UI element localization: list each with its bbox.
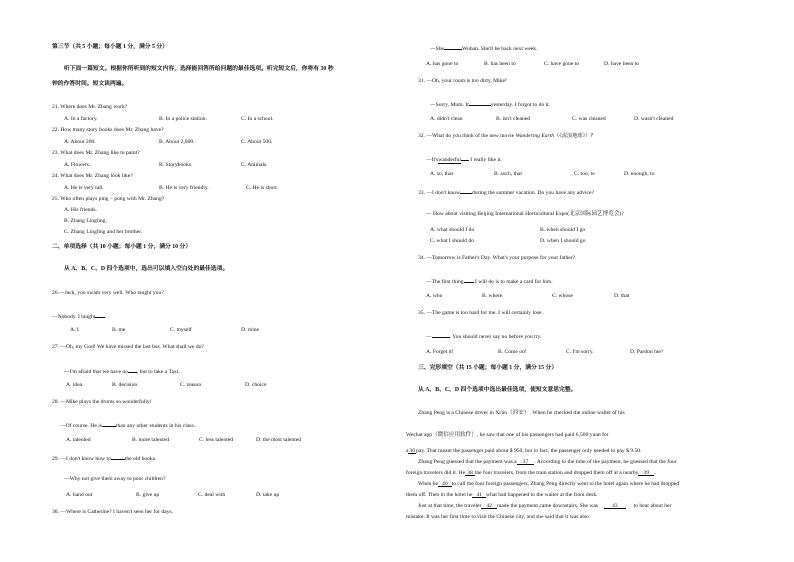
passage-line: foreign travelers did it. He 38 the four travelers, from the train station and dropped them off at a nearby 39 . bbox=[406, 470, 656, 476]
option-22a: A. About 200. bbox=[64, 139, 96, 145]
q32-reply-b: I really like it. bbox=[470, 157, 502, 163]
passage-text: the four travelers, from the train station and dropped them off at a nearby bbox=[474, 470, 639, 476]
section3-instruction-cont: 钟的作答时间。短文读两遍。 bbox=[52, 81, 128, 87]
passage-text: Zhang Peng guessed that the payment was a bbox=[418, 459, 517, 465]
blank bbox=[111, 454, 125, 460]
blank-37: 37 bbox=[517, 459, 535, 465]
q28-reply-a: —Of course. He is bbox=[60, 423, 102, 429]
blank bbox=[461, 155, 469, 161]
option-34d: D. that bbox=[614, 293, 630, 299]
blank bbox=[432, 332, 450, 338]
option-25b: B. Zhang Lingling. bbox=[64, 218, 107, 224]
option-26b: B. me bbox=[112, 327, 126, 333]
q34-reply-a: —The first thing bbox=[426, 279, 464, 285]
q27-reply-a: —I'm afraid that we have no bbox=[64, 369, 128, 375]
passage-text: When he bbox=[418, 481, 439, 487]
question-26: 26.—Jack, you swam very well. Who taught you? bbox=[52, 290, 164, 296]
passage-text: to hear about her bbox=[633, 503, 672, 509]
option-25a: A. His friends. bbox=[64, 207, 97, 213]
question-28-reply bbox=[60, 421, 195, 430]
question-24: 24. What does Mr. Zhang look like? bbox=[52, 173, 133, 179]
question-22: 22. How many story books does Mr. Zhang have? bbox=[52, 127, 164, 133]
q27-reply-b: but to take a Taxi. bbox=[139, 369, 180, 375]
option-28d: D. the most talented bbox=[256, 437, 302, 443]
passage-line bbox=[418, 503, 671, 510]
option-31d: D. wasn't cleaned bbox=[634, 116, 674, 122]
q32-movie-title: Wandering Earth bbox=[515, 133, 555, 139]
question-28: 28. —Mike plays the drums so wonderfully! bbox=[52, 399, 152, 405]
q31-reply-a: —Sorry, Mum. It bbox=[430, 102, 469, 108]
q33-text-a: 33. —I don't know bbox=[418, 190, 461, 196]
option-31b: B. isn't cleaned bbox=[496, 116, 531, 122]
option-32c: C. too, to bbox=[574, 171, 595, 177]
q30-reply-b: Wuhan. She'll be back next week. bbox=[461, 46, 538, 52]
section3-instruction: 听下面一篇短文。根据你所听到的短文内容，选择能回答所给问题的最佳选项。听完短文后，你将有 30 秒 bbox=[64, 66, 334, 72]
passage-line bbox=[418, 459, 677, 466]
passage-text: them off. Then in the hotel he bbox=[406, 492, 473, 498]
option-24a: A. He is very tall. bbox=[64, 185, 104, 191]
passage-text: Just at that time, the traveler bbox=[418, 503, 482, 509]
blank bbox=[128, 367, 137, 373]
question-33-reply: — How about visiting Beijing International Horticultural Expo(北京国际园艺博览会)? bbox=[426, 211, 624, 217]
option-26c: C. myself bbox=[170, 327, 192, 333]
option-29c: C. deal with bbox=[198, 492, 226, 498]
option-29b: B. give up bbox=[136, 492, 160, 498]
question-31-reply bbox=[430, 100, 550, 109]
option-30a: A. has gone to bbox=[426, 61, 459, 67]
option-28a: A. talented bbox=[66, 437, 91, 443]
passage-text: foreign travelers did it. He bbox=[406, 470, 466, 476]
blank bbox=[102, 421, 116, 427]
part2-heading: 二、单项选择（共 10 小题；每小题 1 分，满分 10 分） bbox=[52, 244, 192, 250]
passage-text: made the payment came downstairs. She was bbox=[496, 503, 599, 509]
option-21c: C. In a school. bbox=[241, 116, 274, 122]
question-27-reply: —I'm afraid that we have no , but to take a Taxi. bbox=[64, 369, 180, 375]
option-35b: B. Come on! bbox=[498, 349, 527, 355]
question-30-reply bbox=[430, 44, 537, 53]
option-27d: D. choice bbox=[245, 382, 267, 388]
option-34a: A. who bbox=[426, 293, 443, 299]
blank-39: 39 bbox=[638, 470, 654, 476]
option-33d: D. when I should go bbox=[540, 238, 586, 244]
option-26a: A. I bbox=[70, 327, 79, 333]
blank-42: 42 bbox=[481, 503, 497, 509]
passage-line: mistake. It was her first time to visit the Chinese city, and she said that it was also bbox=[406, 514, 589, 520]
blank-36: 36 bbox=[409, 448, 416, 454]
option-30b: B. has been to bbox=[484, 61, 516, 67]
q33-text-b: during the summer vacation. Do you have any advice? bbox=[472, 190, 594, 196]
q32-text-a: 32. —What do you think of the new movie bbox=[418, 133, 516, 139]
option-27c: C. reason bbox=[180, 382, 202, 388]
option-28b: B. more talented bbox=[132, 437, 170, 443]
option-23b: B. Storybooks. bbox=[159, 162, 193, 168]
option-29d: D. take up bbox=[256, 492, 280, 498]
question-35: 35. —The game is too hard for me. I will certainly lose. bbox=[418, 310, 543, 316]
blank bbox=[464, 277, 474, 283]
option-21a: A. In a factory. bbox=[64, 116, 98, 122]
option-29a: A. hand out bbox=[66, 492, 93, 498]
question-31: 31. —Oh, your room is too dirty, Mike! bbox=[418, 78, 507, 84]
part3-instruction: 从 A、B、C、D 四个选项中选出最佳选项，使短文意思完整。 bbox=[418, 387, 577, 393]
question-29 bbox=[52, 454, 156, 463]
question-25: 25. Who often plays ping – pong with Mr. Zhang? bbox=[52, 196, 165, 202]
question-33 bbox=[418, 188, 594, 197]
passage-line bbox=[418, 481, 679, 488]
question-35-reply bbox=[426, 332, 541, 341]
q32-reply-a: —It's bbox=[426, 157, 439, 163]
option-33c: C. what I should do bbox=[430, 238, 474, 244]
q30-reply-a: —She bbox=[430, 46, 444, 52]
option-27b: B. decision bbox=[112, 382, 138, 388]
q29-text-a: 29. —I don't know how to bbox=[52, 456, 111, 462]
option-34c: C. whose bbox=[552, 293, 573, 299]
q29-text-b: the old books. bbox=[124, 456, 157, 462]
option-22c: C. About 500. bbox=[241, 139, 273, 145]
part2-instruction: 从 A、B、C、D 四个选项中，选出可以填入空白处的最佳选项。 bbox=[64, 266, 229, 272]
question-34: 34. —Tomorrow is Father's Day. What's your purpose for your father? bbox=[418, 255, 576, 261]
passage-text: . According to the time of the payment, he guessed that the four bbox=[534, 459, 677, 465]
question-29-reply: —Why not give them away to poor children? bbox=[64, 476, 166, 482]
q32-text-b: （《流浪地球》）? bbox=[554, 133, 594, 139]
q35-reply-a: — bbox=[426, 334, 432, 340]
option-23c: C. Animals. bbox=[241, 162, 268, 168]
section3-heading: 第三节（共 5 小题；每小题 1 分，满分 5 分） bbox=[52, 44, 168, 50]
passage-line: Wechat app（微信应用软件）, he saw that one of his passengers had paid 6,500 yuan for bbox=[406, 432, 609, 438]
question-30: 30. —Where is Catherine? I haven't seen her for days. bbox=[52, 509, 174, 515]
passage-line: Zhang Peng is a Chinese driver in Xi'an（西安）. When he checked the online wallet of his bbox=[418, 410, 625, 416]
blank-38: 38 bbox=[467, 470, 473, 476]
option-25c: C. Zhang Lingling and her brother. bbox=[64, 229, 143, 235]
option-27a: A. idea bbox=[66, 382, 83, 388]
option-23a: A. Flowers. bbox=[64, 162, 91, 168]
option-32a: A. so, that bbox=[430, 171, 453, 177]
passage-text: a bbox=[406, 448, 409, 454]
question-27: 27. —Oh, my God! We have missed the last bus. What shall we do? bbox=[52, 344, 204, 350]
option-33b: B. when should I go bbox=[540, 227, 586, 233]
q31-reply-b: yesterday. I forgot to do it. bbox=[490, 102, 551, 108]
option-32b: B. such, that bbox=[494, 171, 522, 177]
option-26d: D. mine bbox=[241, 327, 260, 333]
option-31a: A. didn't clean bbox=[430, 116, 463, 122]
option-24c: C. He is short. bbox=[246, 185, 279, 191]
passage-text: to call the four foreign passengers, Zhang Peng directly went to the hotel again where he had dropped bbox=[451, 481, 680, 487]
passage-text: pay. That meant the passenger paid about $ 950, but in fact, the passenger only needed to pay $ 9.50. bbox=[416, 448, 642, 454]
passage-line bbox=[406, 492, 598, 499]
option-21b: B. In a police station. bbox=[159, 116, 207, 122]
question-32-reply bbox=[426, 155, 502, 164]
passage-text: what had happened to the waiter at the front desk. bbox=[486, 492, 598, 498]
q34-reply-b: I will do is to make a card for him. bbox=[475, 279, 553, 285]
q35-reply-b: . You should never say no before you try. bbox=[449, 334, 542, 340]
blank-41: 41 bbox=[472, 492, 486, 498]
option-22b: B. About 2,000. bbox=[159, 139, 195, 145]
blank bbox=[460, 188, 472, 194]
option-35a: A. Forget it! bbox=[426, 349, 454, 355]
option-33a: A. what should I do bbox=[430, 227, 475, 233]
q26-reply-text: —Nobody. I taught bbox=[52, 314, 96, 320]
blank bbox=[444, 44, 462, 50]
blank bbox=[469, 100, 491, 106]
option-31c: C. was cleaned bbox=[572, 116, 606, 122]
blank-43: 43 bbox=[604, 503, 626, 509]
option-30d: D. have been to bbox=[604, 61, 640, 67]
option-35d: D. Pardon me? bbox=[630, 349, 664, 355]
question-32 bbox=[418, 133, 593, 140]
part3-heading: 三、完形填空（共 15 小题；每小题 1 分，满分 15 分） bbox=[418, 365, 558, 371]
passage-line bbox=[406, 448, 641, 455]
option-24b: B. He is very friendly. bbox=[159, 185, 209, 191]
blank-40: 40 bbox=[438, 481, 452, 487]
question-21: 21. Where does Mr. Zhang work? bbox=[52, 104, 128, 110]
option-35c: C. I'm sorry. bbox=[566, 349, 594, 355]
option-34b: B. where bbox=[482, 293, 503, 299]
blank bbox=[95, 312, 105, 318]
option-32d: D. enough, to bbox=[624, 171, 655, 177]
question-34-reply bbox=[426, 277, 553, 286]
q32-reply-fill: wanderful bbox=[438, 157, 461, 163]
question-26-reply: —Nobody. I taught . bbox=[52, 314, 107, 320]
option-30c: C. have gone to bbox=[544, 61, 580, 67]
option-28c: C. less talented bbox=[199, 437, 234, 443]
q28-reply-b: than any other students in his class. bbox=[115, 423, 196, 429]
question-23: 23. What does Mr. Zhang like to paint? bbox=[52, 150, 140, 156]
